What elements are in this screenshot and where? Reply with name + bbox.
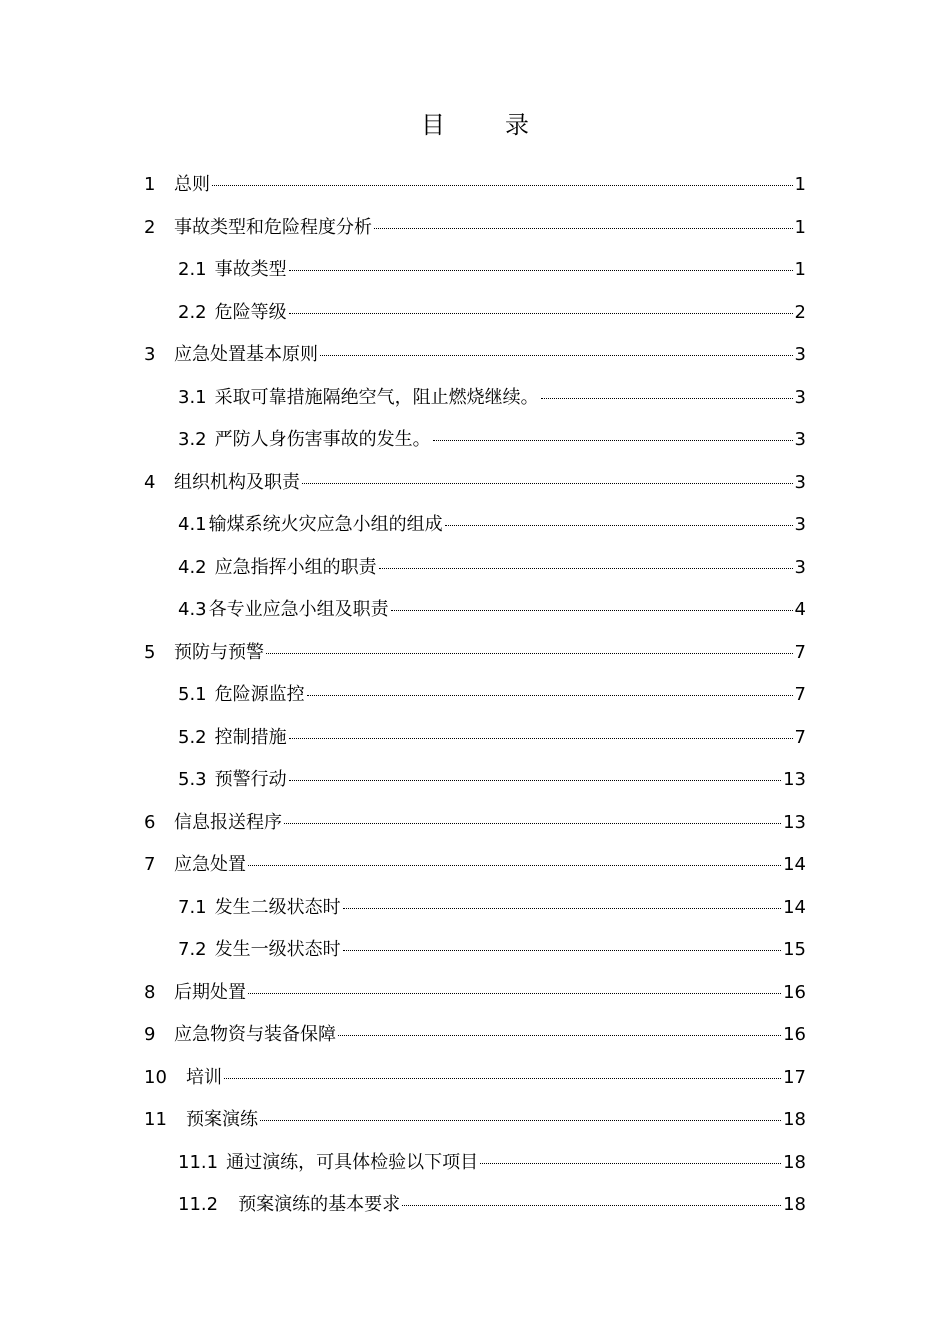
toc-label: 控制措施 (214, 726, 287, 748)
toc-page-number: 3 (794, 471, 806, 493)
toc-label: 预案演练 (186, 1109, 258, 1130)
toc-label: 发生一级状态时 (214, 939, 341, 960)
toc-number: 11.1 (178, 1151, 219, 1173)
toc-entry-10[interactable] (144, 1057, 806, 1099)
toc-number: 2.1 (178, 259, 207, 280)
dot-leader (307, 695, 793, 696)
toc-number: 7.1 (178, 896, 207, 918)
toc-entry-11[interactable] (144, 1099, 806, 1141)
dot-leader (445, 525, 793, 526)
toc-entry-7-1[interactable] (178, 887, 806, 929)
toc-label: 培训 (186, 1066, 222, 1088)
toc-number: 5.1 (178, 684, 207, 705)
dot-leader (343, 908, 781, 909)
title-char-1: 目 (421, 111, 445, 139)
toc-page-number: 3 (794, 514, 806, 535)
toc-number: 5.2 (178, 726, 207, 748)
dot-leader (391, 610, 793, 611)
toc-entry-3-2[interactable] (178, 419, 806, 461)
toc-number: 4.2 (178, 556, 207, 578)
toc-page-number: 13 (783, 769, 806, 790)
toc-label: 后期处置 (174, 981, 246, 1003)
toc-entry-2-2[interactable] (178, 292, 806, 334)
toc-entry-3[interactable] (144, 334, 806, 376)
dot-leader (480, 1163, 781, 1164)
toc-number: 4 (144, 471, 156, 493)
toc-label: 总则 (174, 174, 210, 195)
toc-page-number: 18 (783, 1109, 806, 1130)
dot-leader (302, 483, 793, 484)
toc-label: 应急物资与装备保障 (174, 1024, 336, 1045)
toc-page-number: 7 (794, 684, 806, 705)
toc-page-number: 3 (794, 344, 806, 365)
dot-leader (541, 398, 793, 399)
toc-entry-7-2[interactable] (178, 929, 806, 971)
toc-label: 应急指挥小组的职责 (214, 556, 377, 578)
toc-label: 预案演练的基本要求 (238, 1194, 401, 1215)
toc-page-number: 16 (783, 1024, 806, 1045)
toc-page-number: 1 (794, 216, 806, 238)
toc-entry-9[interactable] (144, 1014, 806, 1056)
page-title (0, 108, 950, 142)
title-char-2: 录 (505, 111, 529, 139)
toc-entry-8[interactable] (144, 972, 806, 1014)
toc-entry-4-1[interactable] (178, 504, 806, 546)
toc-page-number: 14 (783, 896, 806, 918)
dot-leader (289, 738, 793, 739)
dot-leader (289, 780, 781, 781)
dot-leader (320, 355, 793, 356)
toc-label: 应急处置基本原则 (174, 344, 318, 365)
toc-page-number: 1 (794, 259, 806, 280)
dot-leader (248, 865, 781, 866)
toc-entry-5[interactable] (144, 632, 806, 674)
toc-number: 3 (144, 344, 156, 365)
toc-label: 事故类型 (214, 259, 287, 280)
toc-label: 事故类型和危险程度分析 (174, 216, 372, 238)
toc-number: 5.3 (178, 769, 207, 790)
dot-leader (284, 823, 781, 824)
toc-entry-11-1[interactable] (178, 1142, 806, 1184)
dot-leader (379, 568, 793, 569)
toc-number: 3.1 (178, 386, 207, 408)
toc-entry-3-1[interactable] (178, 377, 806, 419)
dot-leader (402, 1205, 781, 1206)
toc-entry-6[interactable] (144, 802, 806, 844)
toc-number: 3.2 (178, 429, 207, 450)
dot-leader (212, 185, 793, 186)
toc-page-number: 7 (794, 641, 806, 663)
toc-number: 7 (144, 854, 156, 875)
dot-leader (343, 950, 781, 951)
toc-number: 10 (144, 1066, 167, 1088)
toc-page-number: 18 (783, 1194, 806, 1215)
toc-number: 7.2 (178, 939, 207, 960)
toc-label: 信息报送程序 (174, 811, 282, 833)
dot-leader (338, 1035, 781, 1036)
toc-number: 4.3 (178, 599, 207, 620)
toc-label: 应急处置 (174, 854, 246, 875)
toc-label: 危险等级 (214, 301, 287, 323)
toc-label: 采取可靠措施隔绝空气，阻止燃烧继续。 (214, 386, 539, 408)
toc-number: 6 (144, 811, 156, 833)
toc-label: 各专业应急小组及职责 (208, 599, 389, 620)
dot-leader (248, 993, 781, 994)
toc-entry-5-3[interactable] (178, 759, 806, 801)
toc-entry-2[interactable] (144, 207, 806, 249)
toc-label: 预防与预警 (174, 641, 264, 663)
toc-entry-11-2[interactable] (178, 1184, 806, 1226)
toc-label: 输煤系统火灾应急小组的组成 (208, 514, 443, 535)
toc-entry-7[interactable] (144, 844, 806, 886)
toc-page-number: 3 (794, 556, 806, 578)
dot-leader (433, 440, 793, 441)
toc-page-number: 4 (794, 599, 806, 620)
toc-entry-1[interactable] (144, 164, 806, 206)
toc-label: 通过演练，可具体检验以下项目 (226, 1151, 479, 1173)
toc-label: 发生二级状态时 (214, 896, 341, 918)
toc-page-number: 16 (783, 981, 806, 1003)
toc-number: 5 (144, 641, 156, 663)
toc-page-number: 3 (794, 386, 806, 408)
toc-number: 9 (144, 1024, 156, 1045)
toc-entry-4[interactable] (144, 462, 806, 504)
toc-page-number: 18 (783, 1151, 806, 1173)
toc-entry-4-2[interactable] (178, 547, 806, 589)
toc-page-number: 15 (783, 939, 806, 960)
toc-page-number: 14 (783, 854, 806, 875)
toc-page-number: 7 (794, 726, 806, 748)
toc-entry-2-1[interactable] (178, 249, 806, 291)
toc-entry-4-3[interactable] (178, 589, 806, 631)
toc-number: 4.1 (178, 514, 207, 535)
toc-number: 2.2 (178, 301, 207, 323)
dot-leader (260, 1120, 781, 1121)
toc-page-number: 13 (783, 811, 806, 833)
toc-page-number: 17 (783, 1066, 806, 1088)
toc-number: 11 (144, 1109, 167, 1130)
toc-page-number: 1 (794, 174, 806, 195)
toc-number: 11.2 (178, 1194, 219, 1215)
toc-page-number: 2 (794, 301, 806, 323)
dot-leader (289, 270, 793, 271)
toc-number: 1 (144, 174, 156, 195)
toc-entry-5-1[interactable] (178, 674, 806, 716)
toc-label: 严防人身伤害事故的发生。 (214, 429, 431, 450)
toc-number: 2 (144, 216, 156, 238)
dot-leader (266, 653, 793, 654)
toc-number: 8 (144, 981, 156, 1003)
dot-leader (289, 313, 793, 314)
toc-page-number: 3 (794, 429, 806, 450)
dot-leader (374, 228, 793, 229)
toc-label: 危险源监控 (214, 684, 305, 705)
toc-entry-5-2[interactable] (178, 717, 806, 759)
toc-label: 组织机构及职责 (174, 471, 300, 493)
toc-label: 预警行动 (214, 769, 287, 790)
dot-leader (224, 1078, 781, 1079)
